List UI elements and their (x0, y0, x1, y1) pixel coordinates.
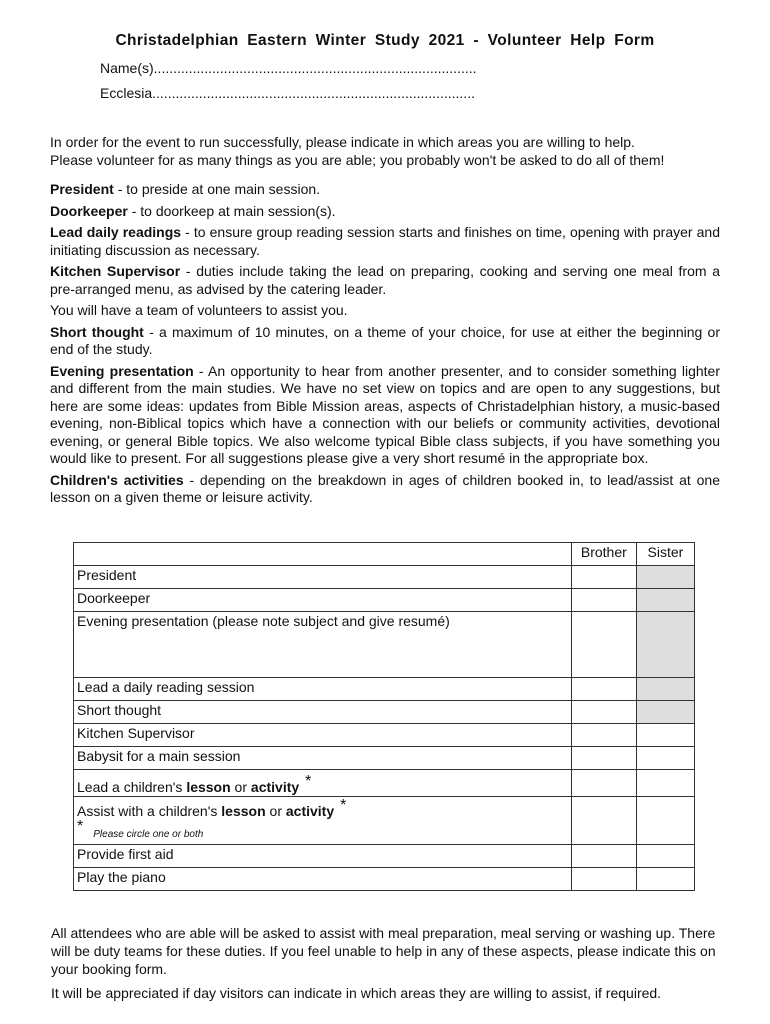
brother-checkbox-cell[interactable] (571, 566, 636, 589)
role-name: Short thought (50, 323, 144, 340)
brother-checkbox-cell[interactable] (571, 845, 636, 868)
intro-line-1: In order for the event to run successfully, please indicate in which areas you are willing to help. (50, 134, 635, 150)
row-label-prefix: Lead a children's (77, 779, 187, 795)
sister-header: Sister (636, 543, 694, 566)
activity-option[interactable]: activity (285, 803, 335, 819)
role-name: Evening presentation (50, 362, 194, 379)
brother-checkbox-cell[interactable] (571, 724, 636, 747)
footer-paragraph-1: All attendees who are able will be asked to assist with meal preparation, meal serving or washing up. There will be duty teams for these duties. If you feel unable to help in any of these aspects, please indicate this on your booking form. (51, 925, 716, 977)
sister-shaded-cell (636, 566, 694, 589)
row-label: President (74, 566, 572, 589)
table-row (74, 868, 695, 891)
table-row (74, 747, 695, 770)
table-row (74, 701, 695, 724)
table-header-row (74, 543, 695, 566)
activity-option[interactable]: activity (250, 779, 300, 795)
circle-note: Please circle one or both (93, 829, 204, 840)
asterisk-icon: * (77, 818, 84, 835)
row-label: Kitchen Supervisor (74, 724, 572, 747)
table-row (74, 724, 695, 747)
row-label: Babysit for a main session (74, 747, 572, 770)
sister-shaded-cell (636, 678, 694, 701)
intro-line-2: Please volunteer for as many things as you are able; you probably won't be asked to do all of them! (50, 152, 665, 168)
brother-checkbox-cell[interactable] (571, 701, 636, 724)
footer-notes (51, 924, 735, 1008)
asterisk-icon: * (340, 797, 347, 814)
table-row (74, 612, 695, 678)
brother-header: Brother (571, 543, 636, 566)
lesson-option[interactable]: lesson (186, 779, 231, 795)
role-desc: - to preside at one main session. (113, 181, 321, 197)
role-desc: You will have a team of volunteers to assist you. (50, 302, 348, 318)
table-row (74, 797, 695, 845)
table-row (74, 770, 695, 797)
table-row (74, 566, 695, 589)
role-name: Doorkeeper (50, 202, 128, 219)
role-kitchen-supervisor (50, 263, 720, 298)
role-desc: - duties include taking the lead on preparing, cooking and serving one meal from a pre-arranged menu, as advised by the catering leader. (50, 263, 720, 297)
role-short-thought (50, 324, 720, 359)
table-row (74, 678, 695, 701)
row-label-assist-children (74, 797, 572, 845)
role-president (50, 181, 720, 199)
volunteer-table (73, 542, 695, 891)
role-daily-readings (50, 224, 720, 259)
form-title: Christadelphian Eastern Winter Study 2021 - Volunteer Help Form (115, 32, 655, 49)
lesson-option[interactable]: lesson (221, 803, 266, 819)
sister-shaded-cell (636, 589, 694, 612)
brother-checkbox-cell[interactable] (571, 797, 636, 845)
role-desc: - a maximum of 10 minutes, on a theme of your choice, for use at either the beginning or end of the study. (50, 323, 720, 357)
brother-checkbox-cell[interactable] (571, 770, 636, 797)
sister-shaded-cell (636, 701, 694, 724)
footer-paragraph-2: It will be appreciated if day visitors can indicate in which areas they are willing to assist, if required. (51, 985, 662, 1001)
role-childrens-activities (50, 472, 720, 507)
sister-checkbox-cell[interactable] (636, 845, 694, 868)
ecclesia-field[interactable]: Ecclesia................................................................................... (100, 85, 475, 101)
role-desc: - to ensure group reading session starts and finishes on time, opening with prayer and initiating discussion as necessary. (50, 224, 720, 258)
row-label: Play the piano (74, 868, 572, 891)
role-desc: - depending on the breakdown in ages of children booked in, to lead/assist at one lesson on a given theme or leisure activity. (50, 471, 720, 505)
table-row (74, 845, 695, 868)
role-name: President (50, 181, 114, 197)
names-field[interactable]: Name(s)................................................................................... (100, 60, 477, 76)
sister-checkbox-cell[interactable] (636, 724, 694, 747)
role-name: Children's activities (50, 471, 184, 488)
row-label: Evening presentation (please note subject and give resumé) (74, 612, 572, 678)
table-row (74, 589, 695, 612)
kitchen-team-note (50, 302, 720, 320)
sister-checkbox-cell[interactable] (636, 770, 694, 797)
role-doorkeeper (50, 203, 720, 221)
or-text: or (230, 779, 251, 795)
brother-checkbox-cell[interactable] (571, 747, 636, 770)
brother-checkbox-cell[interactable] (571, 678, 636, 701)
asterisk-icon: * (305, 773, 312, 790)
role-name: Lead daily readings (50, 224, 182, 240)
row-label: Lead a daily reading session (74, 678, 572, 701)
role-desc: - An opportunity to hear from another presenter, and to consider something lighter and different from the main studies. We have no set view on topics and are open to any suggestions, but here are some ideas: updates from Bible Mission areas, aspects of Christadelphian history, a music-based evening, non-Biblical topics which have a connection with our beliefs or community activities, devotional evening, or general Bible topics. We also welcome typical Bible class subjects, if you have something you would like to present. For all suggestions please give a very short resumé in the appropriate box. (50, 362, 721, 466)
row-label: Provide first aid (74, 845, 572, 868)
row-label: Doorkeeper (74, 589, 572, 612)
brother-checkbox-cell[interactable] (571, 868, 636, 891)
role-descriptions (50, 181, 720, 511)
table-header-blank (74, 543, 572, 566)
row-label-lead-children (74, 770, 572, 797)
role-name: Kitchen Supervisor (50, 263, 181, 279)
intro-text (50, 133, 730, 169)
row-label: Short thought (74, 701, 572, 724)
role-desc: - to doorkeep at main session(s). (127, 202, 336, 219)
brother-checkbox-cell[interactable] (571, 589, 636, 612)
or-text: or (265, 803, 286, 819)
sister-checkbox-cell[interactable] (636, 868, 694, 891)
role-evening-presentation (50, 363, 720, 468)
brother-checkbox-cell[interactable] (571, 612, 636, 678)
sister-checkbox-cell[interactable] (636, 747, 694, 770)
row-label-prefix: Assist with a children's (77, 803, 222, 819)
sister-shaded-cell (636, 612, 694, 678)
sister-checkbox-cell[interactable] (636, 797, 694, 845)
